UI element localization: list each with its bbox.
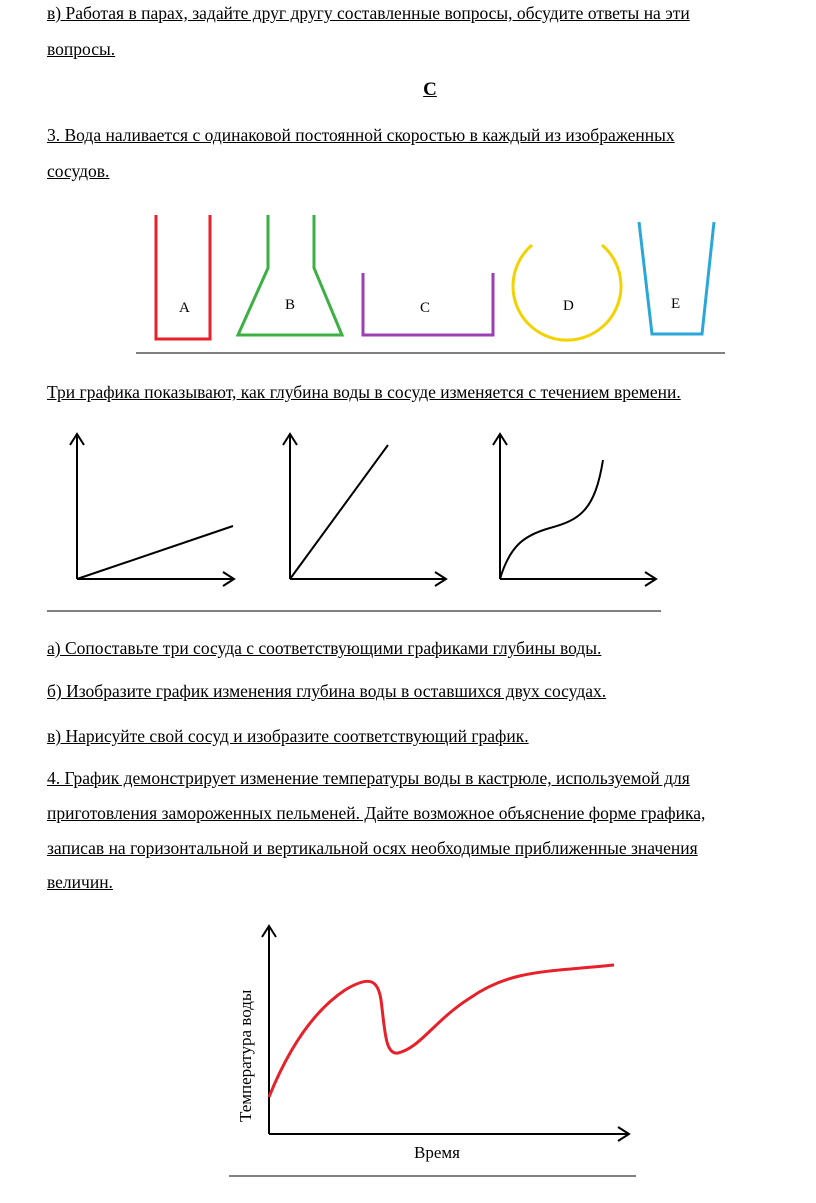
depth-graph-3 bbox=[493, 434, 656, 586]
temperature-curve bbox=[269, 965, 614, 1097]
vessel-d-label: D bbox=[563, 298, 574, 314]
vessel-a bbox=[156, 215, 210, 339]
section-heading: С bbox=[423, 79, 437, 100]
depth-graph-2 bbox=[283, 434, 446, 586]
problem-4-line-3: записав на горизонтальной и вертикальной осях необходимые приближенные значения bbox=[47, 838, 698, 858]
temperature-graph bbox=[236, 926, 629, 1162]
depth-graph-1 bbox=[70, 434, 234, 586]
graphs-caption: Три графика показывают, как глубина воды в сосуде изменяется с течением времени. bbox=[47, 382, 681, 402]
vessel-a-label: A bbox=[179, 300, 190, 316]
vessel-d bbox=[513, 245, 621, 340]
depth-curve-1 bbox=[77, 526, 233, 579]
task-a: а) Сопоставьте три сосуда с соответствующими графиками глубины воды. bbox=[47, 638, 602, 658]
vessel-b bbox=[238, 215, 342, 335]
problem-4-line-4: величин. bbox=[47, 872, 113, 892]
task-v-line-1: в) Работая в парах, задайте друг другу составленные вопросы, обсудите ответы на эти bbox=[47, 3, 690, 23]
depth-curve-2 bbox=[290, 445, 388, 579]
depth-curve-3 bbox=[500, 460, 603, 579]
vessel-c-label: C bbox=[420, 300, 431, 316]
vessel-e bbox=[639, 222, 714, 334]
task-c: в) Нарисуйте свой сосуд и изобразите соответствующий график. bbox=[47, 726, 529, 746]
task-b: б) Изобразите график изменения глубина воды в оставшихся двух сосудах. bbox=[47, 681, 607, 701]
problem-4-line-2: приготовления замороженных пельменей. Дайте возможное объяснение форме графика, bbox=[47, 803, 706, 823]
problem-4-line-1: 4. График демонстрирует изменение температуры воды в кастрюле, используемой для bbox=[47, 768, 690, 788]
problem-3-line-1: 3. Вода наливается с одинаковой постоянной скоростью в каждый из изображенных bbox=[47, 125, 675, 145]
vessel-e-label: E bbox=[671, 296, 681, 312]
problem-3-line-2: сосудов. bbox=[47, 161, 110, 181]
task-v-line-2: вопросы. bbox=[47, 39, 116, 59]
vessel-b-label: B bbox=[285, 297, 296, 313]
temperature-xlabel: Время bbox=[414, 1143, 460, 1162]
temperature-ylabel: Температура воды bbox=[236, 989, 255, 1122]
